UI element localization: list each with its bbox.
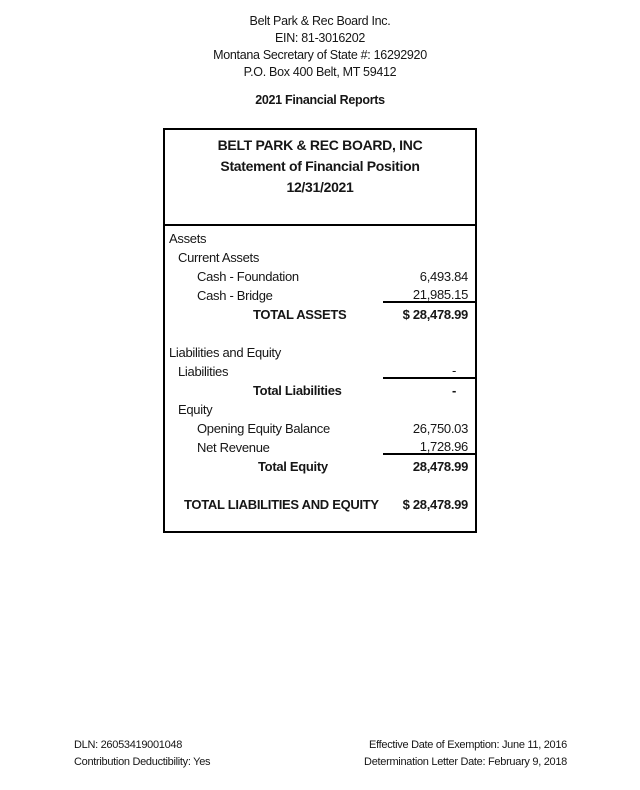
row-value: 21,985.15 xyxy=(383,286,475,303)
row-label xyxy=(165,324,169,343)
row-value: 28,478.99 xyxy=(412,459,468,474)
row-value: 6,493.84 xyxy=(419,269,468,284)
row-label: Assets xyxy=(169,231,207,246)
row-value: $ 28,478.99 xyxy=(402,307,468,322)
row-value xyxy=(383,248,475,267)
statement-row xyxy=(165,343,475,362)
row-label: Current Assets xyxy=(178,250,260,265)
statement-date: 12/31/2021 xyxy=(286,179,354,195)
organization-header-line: Belt Park & Rec Board Inc. xyxy=(249,14,391,28)
row-label: Total Equity xyxy=(258,459,328,474)
row-value xyxy=(383,400,475,419)
row-label: Equity xyxy=(178,402,213,417)
row-value xyxy=(383,229,475,248)
footer-left-line: Contribution Deductibility: Yes xyxy=(74,756,211,768)
statement-row xyxy=(165,476,475,495)
statement-row xyxy=(165,229,475,248)
row-label: Liabilities and Equity xyxy=(169,345,281,360)
statement-row xyxy=(165,305,475,324)
row-value: - xyxy=(451,383,456,398)
row-value: $ 28,478.99 xyxy=(402,497,468,512)
organization-header-line: P.O. Box 400 Belt, MT 59412 xyxy=(243,65,397,79)
organization-header xyxy=(0,13,640,81)
row-label: Opening Equity Balance xyxy=(197,421,330,436)
statement-row xyxy=(165,248,475,267)
footer-right xyxy=(364,737,567,771)
row-value: 1,728.96 xyxy=(383,438,475,455)
statement-row xyxy=(165,438,475,457)
statement-row xyxy=(165,324,475,343)
statement-row xyxy=(165,267,475,286)
statement-row xyxy=(165,381,475,400)
statement-org-name: BELT PARK & REC BOARD, INC xyxy=(217,137,423,153)
row-label xyxy=(165,476,169,495)
row-label: Cash - Foundation xyxy=(197,269,299,284)
statement-title: Statement of Financial Position xyxy=(220,158,420,174)
organization-header-line: EIN: 81-3016202 xyxy=(274,31,365,45)
section-title: 2021 Financial Reports xyxy=(255,93,385,107)
statement-row xyxy=(165,419,475,438)
statement-row xyxy=(165,286,475,305)
row-value: - xyxy=(383,362,475,379)
statement-row xyxy=(165,495,475,514)
organization-header-line: Montana Secretary of State #: 16292920 xyxy=(213,48,427,62)
footer-right-line: Determination Letter Date: February 9, 2018 xyxy=(364,756,567,768)
row-label: Net Revenue xyxy=(197,440,270,455)
row-label: Total Liabilities xyxy=(253,383,342,398)
statement-row xyxy=(165,457,475,476)
row-value: 26,750.03 xyxy=(412,421,468,436)
row-value xyxy=(383,324,475,343)
row-value xyxy=(383,476,475,495)
row-label: TOTAL ASSETS xyxy=(253,307,347,322)
footer-left-line: DLN: 26053419001048 xyxy=(74,739,183,751)
row-label: Liabilities xyxy=(178,364,229,379)
statement-row xyxy=(165,400,475,419)
statement-body xyxy=(165,226,475,514)
row-label: TOTAL LIABILITIES AND EQUITY xyxy=(184,497,379,512)
statement-row xyxy=(165,362,475,381)
footer-left xyxy=(74,737,210,771)
row-value xyxy=(383,343,475,362)
statement-of-financial-position-box xyxy=(163,128,477,533)
statement-header xyxy=(165,130,475,226)
footer-right-line: Effective Date of Exemption: June 11, 2016 xyxy=(369,739,567,751)
row-label: Cash - Bridge xyxy=(197,288,273,303)
